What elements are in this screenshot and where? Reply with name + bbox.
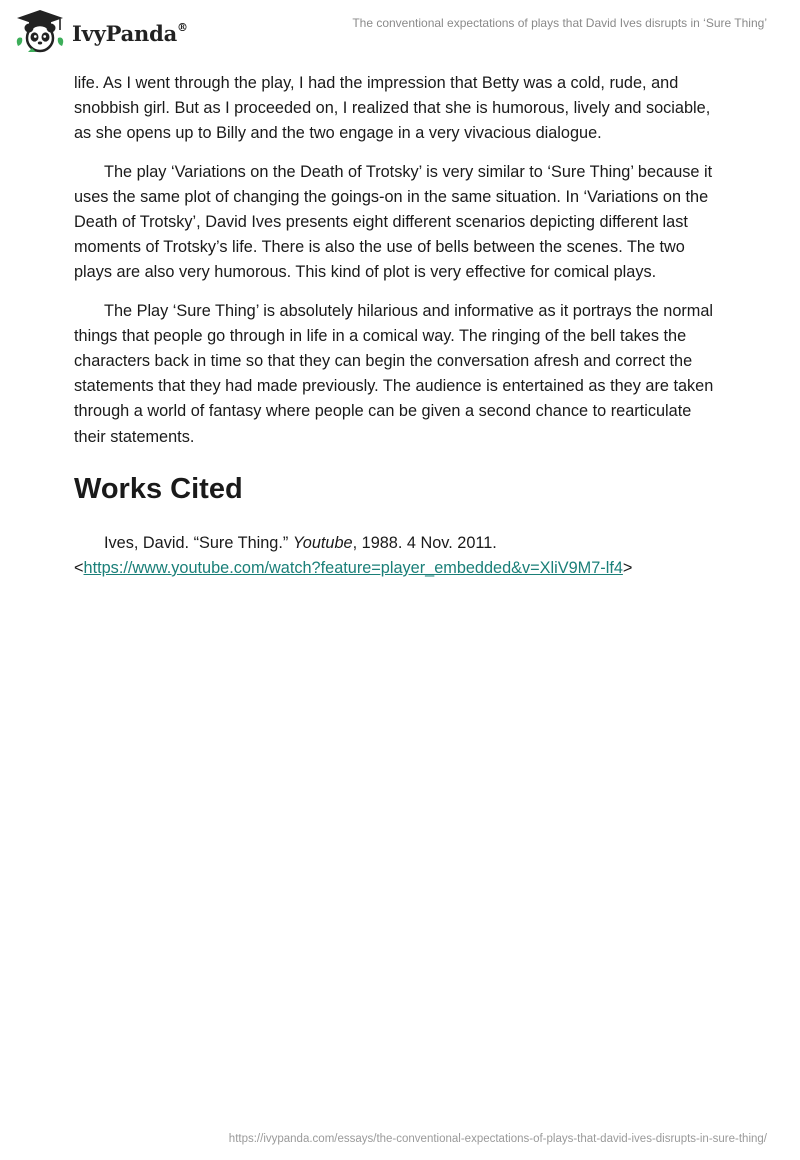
running-title: The conventional expectations of plays that David Ives disrupts in ‘Sure Thing’ <box>352 16 767 30</box>
citation-entry <box>74 531 724 581</box>
citation-close-bracket: > <box>622 559 633 578</box>
body-paragraph: The Play ‘Sure Thing’ is absolutely hilarious and informative as it portrays the normal things that people go through in life in a comical way. The ringing of the bell takes the characters back in time so that they can begin the conversation afresh and correct the statements that they had made previously. The audience is entertained as they are taken through a world of fantasy where people can be given a second chance to rearticulate their statements. <box>74 301 714 446</box>
citation-source: Youtube <box>292 533 353 552</box>
brand-name: IvyPanda® <box>72 20 188 46</box>
panda-graduate-icon <box>14 8 66 54</box>
body-paragraph: life. As I went through the play, I had the impression that Betty was a cold, rude, and snobbish girl. But as I proceeded on, I realized that she is humorous, lively and sociable, as she opens up to Billy and the two engage in a very vivacious dialogue. <box>74 74 711 143</box>
citation-open-bracket: < <box>74 559 84 578</box>
brand-logo[interactable] <box>14 8 188 54</box>
works-cited-heading: Works Cited <box>74 472 243 505</box>
footer-source-url: https://ivypanda.com/essays/the-conventional-expectations-of-plays-that-david-ives-disrupts-in-sure-thing/ <box>228 1133 767 1145</box>
page-header <box>0 0 800 64</box>
citation-details: , 1988. 4 Nov. 2011. <box>352 533 497 552</box>
body-paragraph: The play ‘Variations on the Death of Trotsky’ is very similar to ‘Sure Thing’ because it uses the same plot of changing the goings-on in the same situation. In ‘Variations on the Death of Trotsky’, David Ives presents eight different scenarios depicting different last moments of Trotsky’s life. There is also the use of bells between the scenes. The two plays are also very humorous. This kind of plot is very effective for comical plays. <box>74 162 713 282</box>
registered-mark: ® <box>177 20 188 34</box>
essay-body <box>74 71 724 594</box>
citation-author-title: Ives, David. “Sure Thing.” <box>104 533 293 552</box>
citation-link[interactable]: https://www.youtube.com/watch?feature=player_embedded&v=XliV9M7-lf4 <box>83 559 623 578</box>
